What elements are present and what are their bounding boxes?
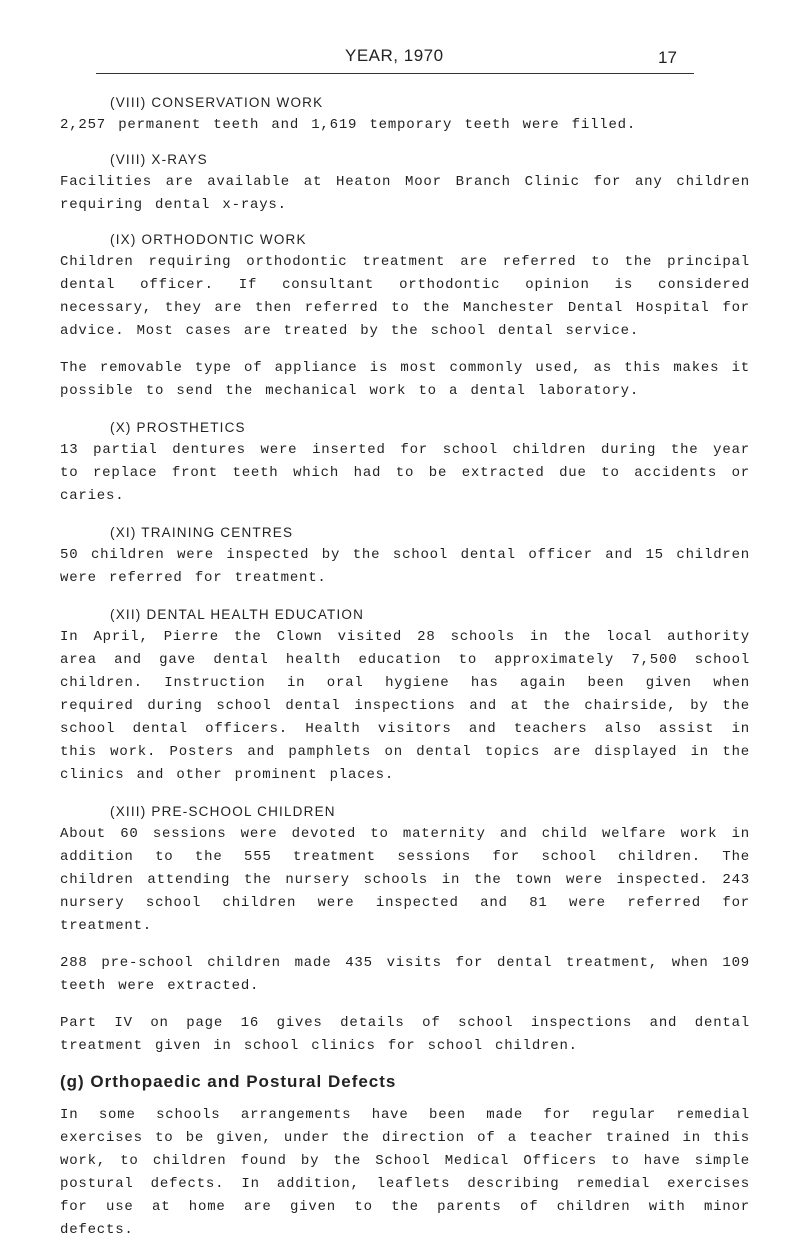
- section-heading-prosthetics: (X) PROSTHETICS: [110, 420, 246, 435]
- paragraph-orthopaedic-postural-defects: In some schools arrangements have been made for regular remedial exercises to be given, under the direction of a teacher trained in this work, to children found by the School Medical Officers to have simple postural defects. In addition, leaflets describing remedial exercises for use at home are given to the parents of children with minor defects.: [60, 1107, 750, 1238]
- header-rule: [96, 73, 694, 74]
- paragraph-pre-school-children-3: Part IV on page 16 gives details of school inspections and dental treatment given in school clinics for school children.: [60, 1015, 750, 1054]
- paragraph-pre-school-children-2: 288 pre-school children made 435 visits for dental treatment, when 109 teeth were extracted.: [60, 955, 750, 994]
- section-heading-training-centres: (XI) TRAINING CENTRES: [110, 525, 294, 540]
- section-heading-pre-school-children: (XIII) PRE-SCHOOL CHILDREN: [110, 804, 336, 819]
- section-heading-orthodontic-work: (IX) ORTHODONTIC WORK: [110, 232, 307, 247]
- page-number: 17: [658, 48, 677, 67]
- paragraph-dental-health-education: In April, Pierre the Clown visited 28 schools in the local authority area and gave dental health education to approximately 7,500 school children. Instruction in oral hygiene has again been given when required during school dental inspections and at the chairside, by the school dental officers. Health visitors and teachers also assist in this work. Posters and pamphlets on dental topics are displayed in the clinics and other prominent places.: [60, 629, 750, 783]
- page-header: [0, 46, 800, 76]
- paragraph-orthodontic-work-2: The removable type of appliance is most commonly used, as this makes it possible to send the mechanical work to a dental laboratory.: [60, 360, 750, 399]
- paragraph-orthodontic-work-1: Children requiring orthodontic treatment are referred to the principal dental officer. If consultant orthodontic opinion is considered necessary, they are then referred to the Manchester Dental Hospital for advice. Most cases are treated by the school dental service.: [60, 254, 750, 339]
- section-heading-conservation-work: (VIII) CONSERVATION WORK: [110, 95, 324, 110]
- page-body: [60, 92, 750, 1256]
- running-title: YEAR, 1970: [345, 46, 444, 65]
- section-heading-dental-health-education: (XII) DENTAL HEALTH EDUCATION: [110, 607, 365, 622]
- section-heading-orthopaedic-postural-defects: (g) Orthopaedic and Postural Defects: [60, 1072, 397, 1091]
- paragraph-conservation-work: 2,257 permanent teeth and 1,619 temporary teeth were filled.: [60, 117, 637, 133]
- section-heading-x-rays: (VIII) X-RAYS: [110, 152, 208, 167]
- paragraph-prosthetics: 13 partial dentures were inserted for school children during the year to replace front teeth which had to be extracted due to accidents or caries.: [60, 442, 750, 504]
- paragraph-training-centres: 50 children were inspected by the school dental officer and 15 children were referred for treatment.: [60, 547, 750, 586]
- paragraph-pre-school-children-1: About 60 sessions were devoted to maternity and child welfare work in addition to the 555 treatment sessions for school children. The children attending the nursery schools in the town were inspected. 243 nursery school children were inspected and 81 were referred for treatment.: [60, 826, 750, 934]
- paragraph-x-rays: Facilities are available at Heaton Moor Branch Clinic for any children requiring dental x-rays.: [60, 174, 750, 213]
